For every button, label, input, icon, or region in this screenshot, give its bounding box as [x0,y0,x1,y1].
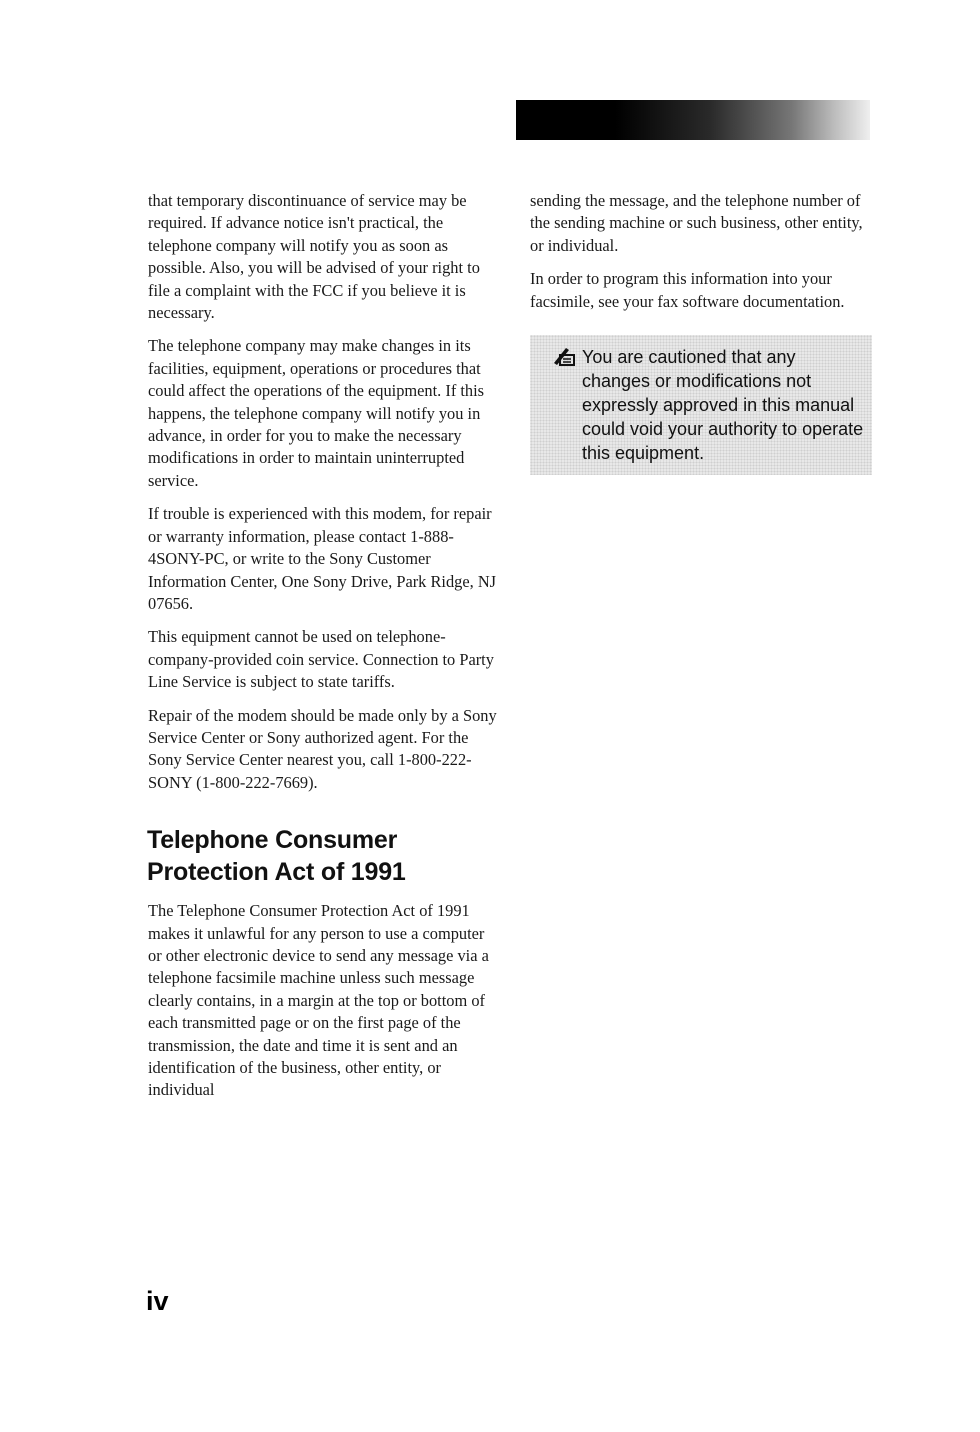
pencil-note-icon [552,345,576,367]
paragraph: If trouble is experienced with this modem, for repair or warranty information, please contact 1-888-4SONY-PC, or write to the Sony Customer Information Center, One Sony Drive, Park Ridge, NJ 07656. [148,504,497,613]
paragraph: In order to program this information into your facsimile, see your fax software documentation. [530,269,845,311]
left-column [148,190,498,1113]
paragraph: The telephone company may make changes in its facilities, equipment, operations or procedures that could affect the operations of the equipment. If this happens, the telephone company will notify you in advance, in order for you to make the necessary modifications in order to maintain uninterrupted service. [148,336,485,490]
page-number: iv [146,1286,169,1316]
paragraph: that temporary discontinuance of service may be required. If advance notice isn't practical, the telephone company will notify you as soon as possible. Also, you will be advised of your right to file a complaint with the FCC if you believe it is necessary. [148,191,480,323]
section-paragraph: The Telephone Consumer Protection Act of 1991 makes it unlawful for any person to use a computer or other electronic device to send any message via a telephone facsimile machine unless such message clearly contains, in a margin at the top or bottom of each transmitted page or on the first page of the transmission, the date and time it is sent and an identification of the business, other entity, or individual [148,901,489,1100]
paragraph: sending the message, and the telephone number of the sending machine or such business, other entity, or individual. [530,191,863,255]
right-column [530,190,875,475]
paragraph: This equipment cannot be used on telephone-company-provided coin service. Connection to Party Line Service is subject to state tariffs. [148,627,494,692]
section-heading: Telephone Consumer Protection Act of 1991 [147,826,406,887]
paragraph: Repair of the modem should be made only by a Sony Service Center or Sony authorized agent. For the Sony Service Center nearest you, call 1-800-222-SONY (1-800-222-7669). [148,705,497,792]
caution-note-text: You are cautioned that any changes or modifications not expressly approved in this manual could void your authority to operate this equipment. [582,347,864,464]
caution-note [530,335,872,475]
header-bar [516,100,870,140]
